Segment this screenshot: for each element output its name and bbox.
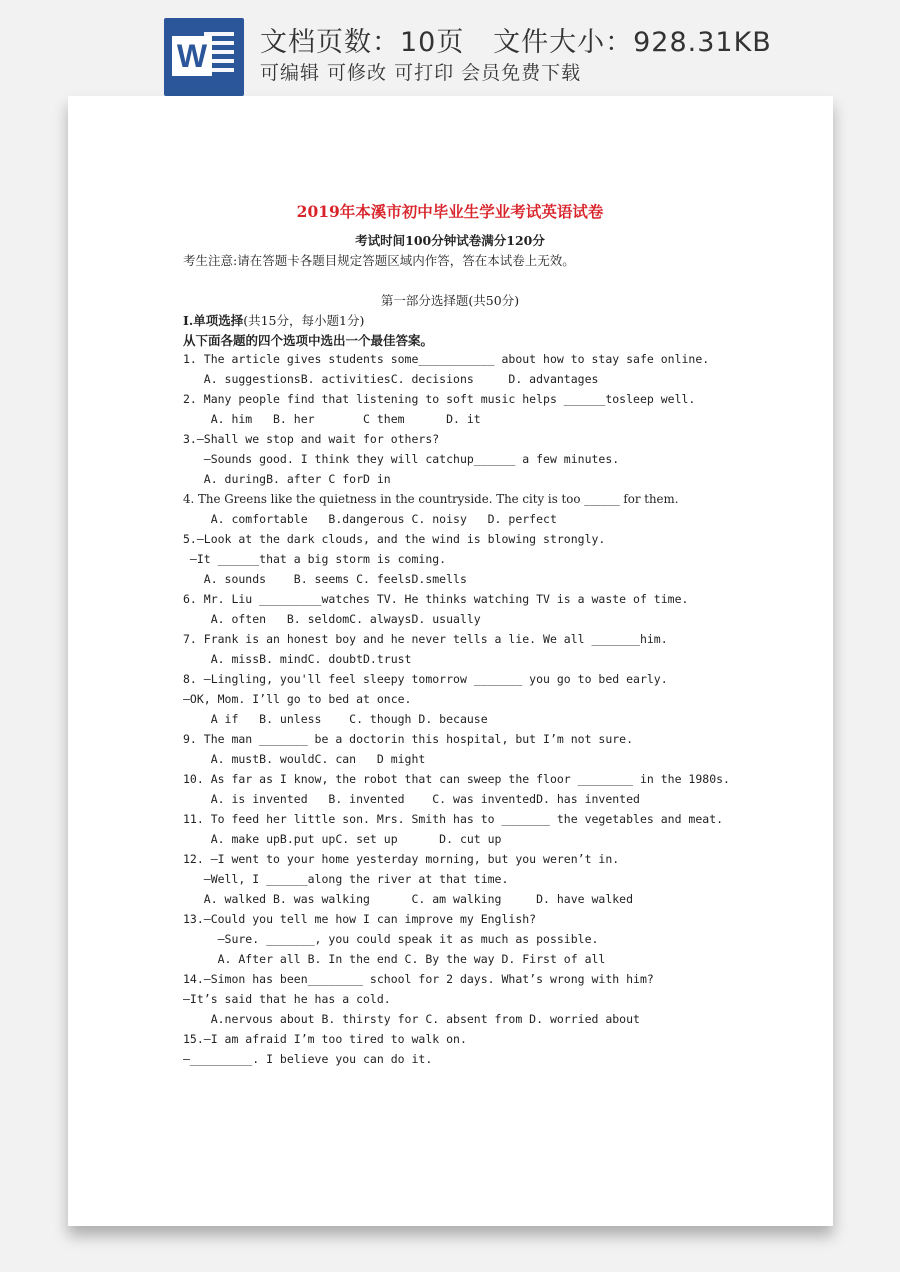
question-line: —Well, I ______along the river at that time. <box>183 872 509 886</box>
section-heading-rest: (共15分，每小题1分) <box>243 313 365 328</box>
question-line: A. make upB.put upC. set up D. cut up <box>183 832 502 846</box>
question-line: 9. The man _______ be a doctorin this hospital, but I’m not sure. <box>183 732 634 746</box>
question-line: A. is invented B. invented C. was inventedD. has invented <box>183 792 640 806</box>
question-line: 1. The article gives students some___________ about how to stay safe online. <box>183 352 710 366</box>
section-heading <box>183 311 364 329</box>
question-line: A. sounds B. seems C. feelsD.smells <box>183 572 467 586</box>
question-line: —Sounds good. I think they will catchup______ a few minutes. <box>183 452 620 466</box>
word-document-icon <box>164 18 244 96</box>
exam-title: 2019年本溪市初中毕业生学业考试英语试卷 <box>296 202 604 221</box>
question-line: 15.—I am afraid I’m too tired to walk on. <box>183 1032 467 1046</box>
question-line: —OK, Mom. I’ll go to bed at once. <box>183 692 412 706</box>
question-line: —It ______that a big storm is coming. <box>183 552 447 566</box>
section-heading-bold: Ⅰ.单项选择 <box>183 313 244 328</box>
question-line: 4. The Greens like the quietness in the countryside. The city is too ______ for them. <box>183 492 679 506</box>
question-line: 14.—Simon has been________ school for 2 days. What’s wrong with him? <box>183 972 654 986</box>
question-line: A. mustB. wouldC. can D might <box>183 752 426 766</box>
question-line: A. him B. her C them D. it <box>183 412 481 426</box>
question-line: 11. To feed her little son. Mrs. Smith has to _______ the vegetables and meat. <box>183 812 724 826</box>
part-title: 第一部分选择题(共50分) <box>380 293 520 308</box>
question-line: A. After all B. In the end C. By the way D. First of all <box>183 952 606 966</box>
header-banner <box>0 0 900 96</box>
question-line: A. duringB. after C forD in <box>183 472 391 486</box>
question-line: 8. —Lingling, you'll feel sleepy tomorrow _______ you go to bed early. <box>183 672 668 686</box>
features-text: 可编辑 可修改 可打印 会员免费下载 <box>260 62 582 84</box>
question-line: 12. —I went to your home yesterday morning, but you weren’t in. <box>183 852 620 866</box>
question-line: —_________. I believe you can do it. <box>183 1052 433 1066</box>
question-line: A. comfortable B.dangerous C. noisy D. perfect <box>183 512 557 526</box>
question-line: A if B. unless C. though D. because <box>183 712 488 726</box>
question-line: A. often B. seldomC. alwaysD. usually <box>183 612 481 626</box>
question-line: A. suggestionsB. activitiesC. decisions D. advantages <box>183 372 599 386</box>
question-line: 5.—Look at the dark clouds, and the wind is blowing strongly. <box>183 532 606 546</box>
file-info-text: 文档页数：10页 文件大小：928.31KB <box>260 27 772 58</box>
question-line: 13.—Could you tell me how I can improve my English? <box>183 912 537 926</box>
question-line: A. walked B. was walking C. am walking D. have walked <box>183 892 634 906</box>
question-line: 7. Frank is an honest boy and he never tells a lie. We all _______him. <box>183 632 668 646</box>
word-letter-icon: W <box>172 36 212 76</box>
question-line: A. missB. mindC. doubtD.trust <box>183 652 412 666</box>
question-line: 3.—Shall we stop and wait for others? <box>183 432 440 446</box>
section-instruction: 从下面各题的四个选项中选出一个最佳答案。 <box>183 333 434 348</box>
question-line: 6. Mr. Liu _________watches TV. He thinks watching TV is a waste of time. <box>183 592 689 606</box>
question-line: 10. As far as I know, the robot that can sweep the floor ________ in the 1980s. <box>183 772 730 786</box>
exam-subtitle: 考试时间100分钟试卷满分120分 <box>355 233 545 248</box>
exam-notice: 考生注意:请在答题卡各题目规定答题区域内作答，答在本试卷上无效。 <box>183 253 575 268</box>
question-line: 2. Many people find that listening to soft music helps ______tosleep well. <box>183 392 696 406</box>
question-line: —Sure. _______, you could speak it as much as possible. <box>183 932 599 946</box>
question-line: —It’s said that he has a cold. <box>183 992 391 1006</box>
question-line: A.nervous about B. thirsty for C. absent from D. worried about <box>183 1012 640 1026</box>
